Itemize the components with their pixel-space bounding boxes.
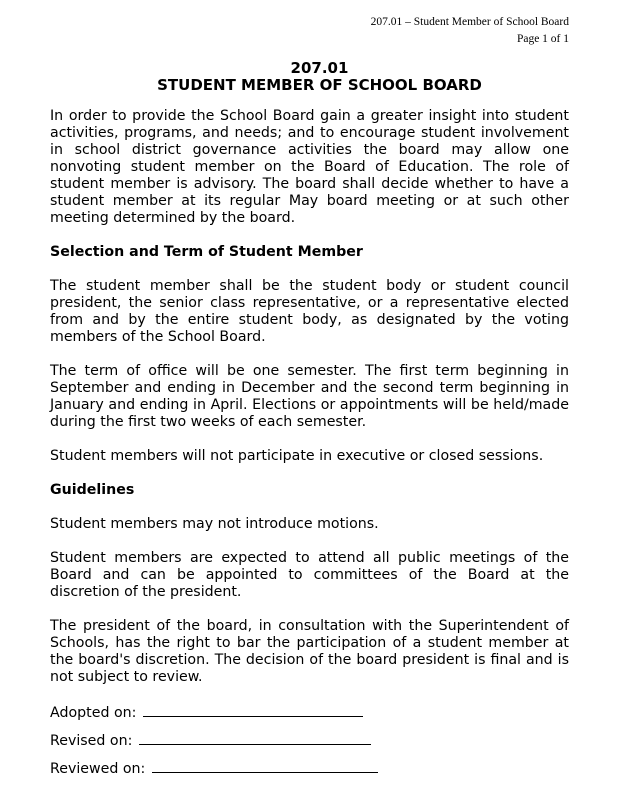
selection-paragraph-1: The student member shall be the student body or student council president, the senior class representative, or a representative elected from and by the entire student body, as designated by the voting members of the School Board. [50,278,569,345]
reviewed-on-row [50,759,569,778]
reviewed-on-label: Reviewed on: [50,761,146,777]
policy-name: STUDENT MEMBER OF SCHOOL BOARD [157,76,482,94]
running-header [371,14,569,48]
policy-body [50,108,569,787]
adopted-on-blank [143,703,363,717]
guidelines-paragraph-3: The president of the board, in consultation with the Superintendent of Schools, has the right to bar the participation of a student member at the board's discretion. The decision of the board president is final and is not subject to review. [50,618,569,685]
selection-paragraph-3: Student members will not participate in executive or closed sessions. [50,448,544,464]
policy-number: 207.01 [290,59,349,77]
adopted-on-row [50,703,569,722]
adopted-on-label: Adopted on: [50,705,137,721]
policy-title [0,60,639,94]
revised-on-row [50,731,569,750]
guidelines-paragraph-2: Student members are expected to attend all public meetings of the Board and can be appointed to committees of the Board at the discretion of the president. [50,550,569,600]
reviewed-on-blank [152,759,378,773]
section-heading-guidelines: Guidelines [50,482,135,498]
intro-paragraph: In order to provide the School Board gain a greater insight into student activities, programs, and needs; and to encourage student involvement in school district governance activities the board may allow one nonvoting student member on the Board of Education. The role of student member is advisory. The board shall decide whether to have a student member at its regular May board meeting or at such other meeting determined by the board. [50,108,569,226]
section-heading-selection: Selection and Term of Student Member [50,244,363,260]
selection-paragraph-2: The term of office will be one semester. The first term beginning in September and ending in December and the second term beginning in January and ending in April. Elections or appointments will be held/made during the first two weeks of each semester. [50,363,569,430]
header-page-number: Page 1 of 1 [516,33,569,45]
revised-on-label: Revised on: [50,733,133,749]
revised-on-blank [139,731,371,745]
guidelines-paragraph-1: Student members may not introduce motions. [50,516,379,532]
header-doc-ref: 207.01 – Student Member of School Board [370,16,569,28]
